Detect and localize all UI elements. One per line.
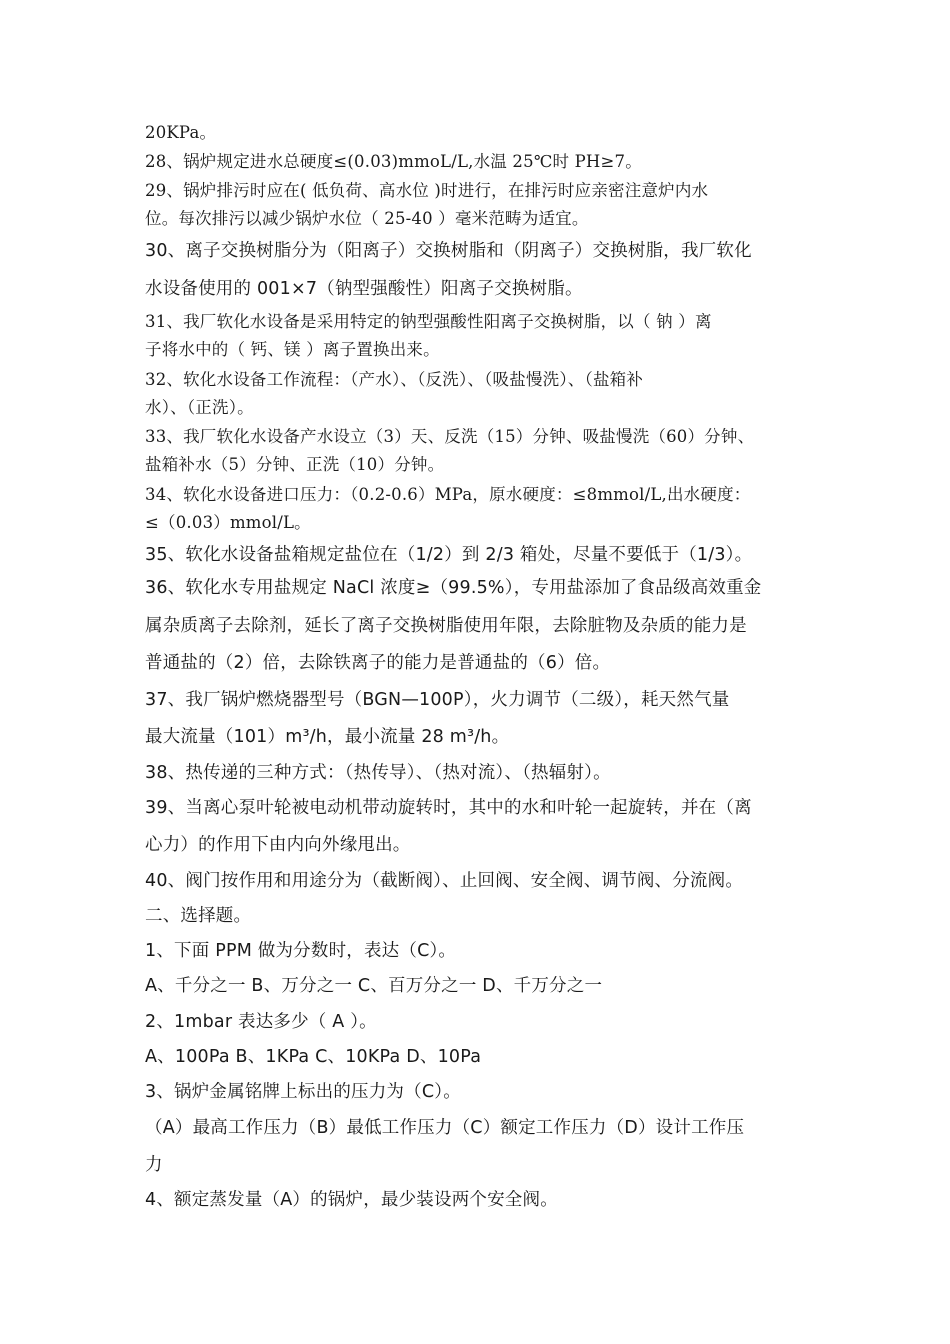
text-line: 34、软化水设备进口压力：（0.2-0.6）MPa，原水硬度：≤8mmol/L,出水硬度： [145, 485, 751, 504]
text-line: 属杂质离子去除剂，延长了离子交换树脂使用年限，去除脏物及杂质的能力是 [145, 616, 747, 636]
text-line: 盐箱补水（5）分钟、正洗（10）分钟。 [145, 455, 445, 474]
text-line: 37、我厂锅炉燃烧器型号（BGN—100P），火力调节（二级），耗天然气量 [145, 690, 730, 710]
text-line: 位。每次排污以减少锅炉水位（ 25-40 ）毫米范畴为适宜。 [145, 209, 589, 228]
text-line: 33、我厂软化水设备产水设立（3）天、反洗（15）分钟、吸盐慢洗（60）分钟、 [145, 427, 755, 446]
text-line: 36、软化水专用盐规定 NaCl 浓度≥（99.5%），专用盐添加了食品级高效重金 [145, 578, 762, 598]
question-text: 1、下面 PPM 做为分数时，表达（C）。 [145, 941, 457, 961]
text-line: 心力）的作用下由内向外缘甩出。 [145, 835, 411, 855]
text-line: 31、我厂软化水设备是采用特定的钠型强酸性阳离子交换树脂，以（ 钠 ）离 [145, 312, 712, 331]
text-line: 最大流量（101）m³/h，最小流量 28 m³/h。 [145, 727, 510, 747]
question-text: 3、锅炉金属铭牌上标出的压力为（C）。 [145, 1082, 461, 1102]
section-heading: 二、选择题。 [145, 906, 252, 926]
text-line: 20KPa。 [145, 123, 217, 142]
answer-options: A、100Pa B、1KPa C、10KPa D、10Pa [145, 1047, 482, 1067]
text-line: 40、阀门按作用和用途分为（截断阀）、止回阀、安全阀、调节阀、分流阀。 [145, 871, 744, 891]
answer-options: 力 [145, 1155, 163, 1175]
question-text: 2、1mbar 表达多少（ A ）。 [145, 1012, 377, 1032]
text-line: 35、软化水设备盐箱规定盐位在（1/2）到 2/3 箱处，尽量不要低于（1/3）。 [145, 545, 753, 565]
text-line: 32、软化水设备工作流程：（产水）、（反洗）、（吸盐慢洗）、（盐箱补 [145, 370, 644, 389]
question-text: 4、额定蒸发量（A）的锅炉，最少装设两个安全阀。 [145, 1190, 558, 1210]
text-line: 子将水中的（ 钙、镁 ）离子置换出来。 [145, 340, 440, 359]
text-line: 28、锅炉规定进水总硬度≤(0.03)mmoL/L,水温 25℃时 PH≥7。 [145, 152, 642, 171]
text-line: ≤（0.03）mmol/L。 [145, 513, 311, 532]
text-line: 水设备使用的 001×7（钠型强酸性）阳离子交换树脂。 [145, 279, 583, 299]
text-line: 30、离子交换树脂分为（阳离子）交换树脂和（阴离子）交换树脂，我厂软化 [145, 241, 752, 261]
text-line: 水）、（正洗）。 [145, 398, 254, 417]
answer-options: A、千分之一 B、万分之一 C、百万分之一 D、千万分之一 [145, 976, 603, 996]
text-line: 39、当离心泵叶轮被电动机带动旋转时，其中的水和叶轮一起旋转，并在（离 [145, 798, 752, 818]
text-line: 38、热传递的三种方式：（热传导）、（热对流）、（热辐射）。 [145, 763, 611, 783]
answer-options: （A）最高工作压力（B）最低工作压力（C）额定工作压力（D）设计工作压 [145, 1118, 745, 1138]
text-line: 29、锅炉排污时应在( 低负荷、高水位 )时进行，在排污时应亲密注意炉内水 [145, 181, 709, 200]
text-line: 普通盐的（2）倍，去除铁离子的能力是普通盐的（6）倍。 [145, 653, 611, 673]
